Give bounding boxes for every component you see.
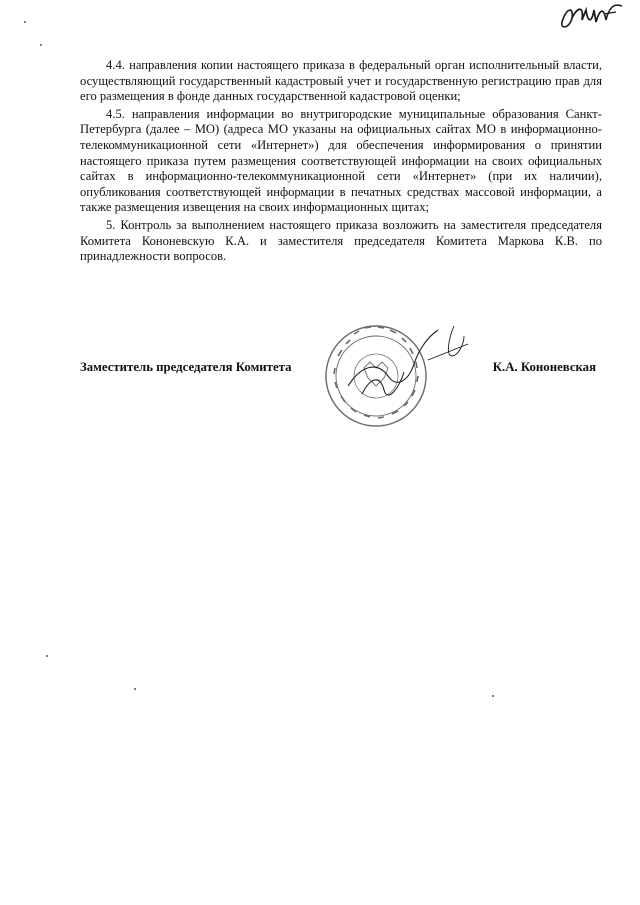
signature-block [80,360,600,380]
document-body [80,58,602,267]
paragraph-4-5: 4.5. направления информации во внутригородские муниципальные образования Санкт-Петербурга (далее – МО) (адреса МО указаны на официальных сайтах МО в информационно-телекоммуникационной сети «Интернет») для обеспечения информирования о принятии настоящего приказа путем размещения соответствующей информации на своих официальных сайтах в информационно-телекоммуникационной сети «Интернет» (при их наличии), опубликования соответствующей информации в печатных средствах массовой информации, а также размещения извещения на своих информационных щитах; [80,106,602,215]
signatory-name: К.А. Кононевская [492,360,596,374]
paragraph-5: 5. Контроль за выполнением настоящего приказа возложить на заместителя председателя Комитета Кононевскую К.А. и заместителя председателя Комитета Маркова К.В. по принадлежности вопросов. [80,217,602,264]
paragraph-4-4: 4.4. направления копии настоящего приказа в федеральный орган исполнительный власти, осуществляющий государственный кадастровый учет и государственную регистрацию прав для его размещения в фонде данных государственной кадастровой оценки; [80,58,602,104]
scan-speck [24,21,26,23]
scan-speck [40,44,42,46]
scan-speck [492,695,494,697]
signatory-title: Заместитель председателя Комитета [80,360,292,374]
handwritten-mark-icon [556,0,626,34]
scan-speck [46,655,48,657]
scan-speck [134,688,136,690]
